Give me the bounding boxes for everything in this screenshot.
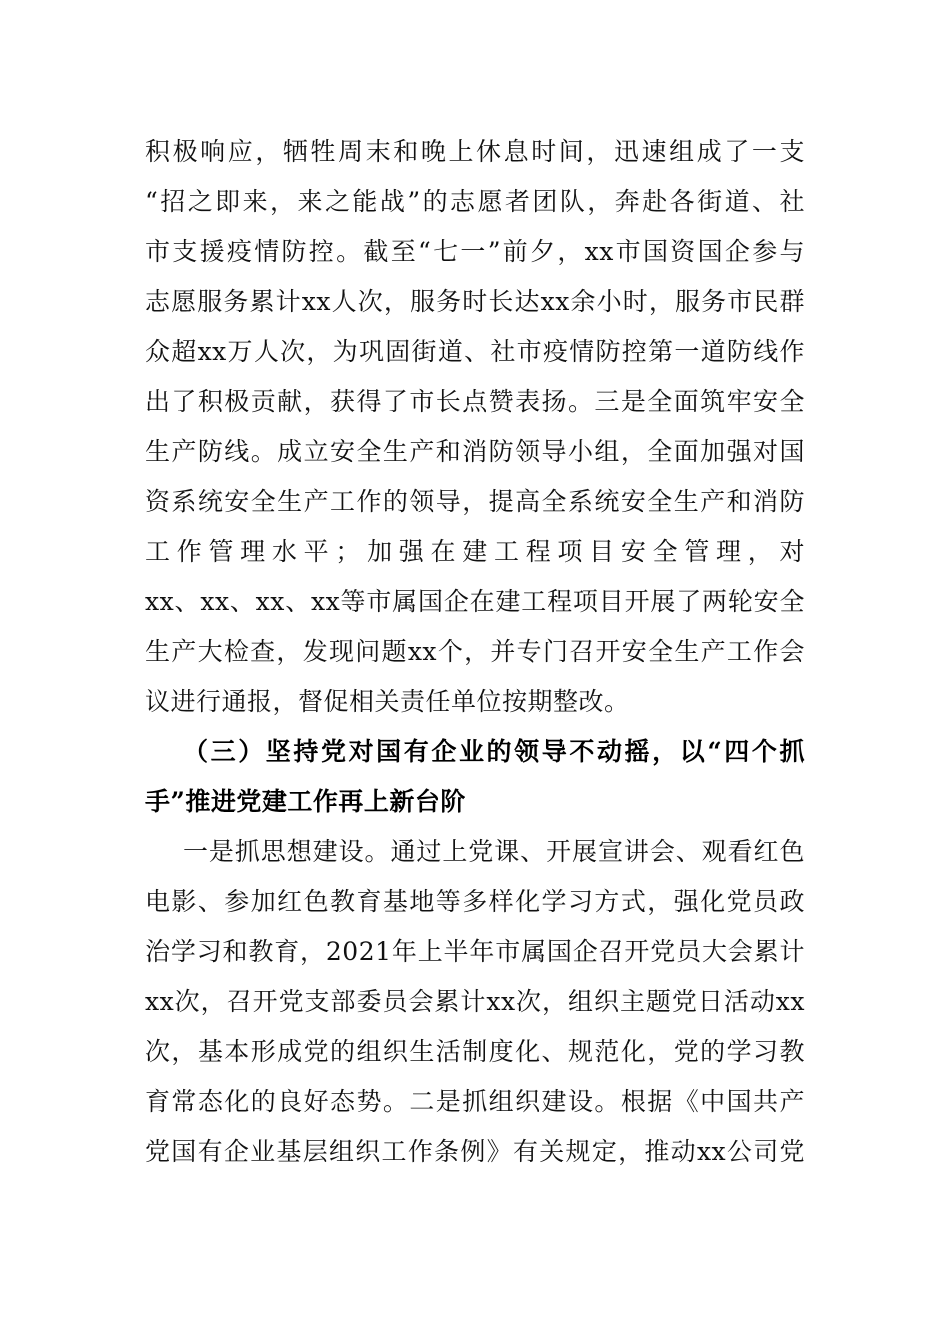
text-line: 育常态化的良好态势。二是抓组织建设。根据《中国共产 [145, 1087, 805, 1116]
text-line: 电影、参加红色教育基地等多样化学习方式，强化党员政 [145, 887, 805, 916]
body-paragraph-2 [145, 827, 805, 1177]
text-line: 一是抓思想建设。通过上党课、开展宣讲会、观看红色 [183, 837, 805, 866]
text-line: 议进行通报，督促相关责任单位按期整改。 [145, 687, 630, 716]
text-line: xx次，召开党支部委员会累计xx次，组织主题党日活动xx [145, 987, 805, 1016]
text-line: 治学习和教育，2021年上半年市属国企召开党员大会累计 [145, 937, 805, 966]
text-line: 工作管理水平；加强在建工程项目安全管理，对 [145, 537, 805, 566]
heading-line: 手”推进党建工作再上新台阶 [145, 787, 466, 816]
text-line: 生产大检查，发现问题xx个，并专门召开安全生产工作会 [145, 637, 805, 666]
text-line: 出了积极贡献，获得了市长点赞表扬。三是全面筑牢安全 [145, 387, 805, 416]
text-line: 次，基本形成党的组织生活制度化、规范化，党的学习教 [145, 1037, 805, 1066]
text-line: 资系统安全生产工作的领导，提高全系统安全生产和消防 [145, 487, 805, 516]
text-line: 积极响应，牺牲周末和晚上休息时间，迅速组成了一支 [145, 137, 805, 166]
heading-line: （三）坚持党对国有企业的领导不动摇，以“四个抓 [183, 737, 805, 766]
body-paragraph-1 [145, 127, 805, 727]
text-line: 市支援疫情防控。截至“七一”前夕，xx市国资国企参与 [145, 237, 805, 266]
text-line: 生产防线。成立安全生产和消防领导小组，全面加强对国 [145, 437, 805, 466]
text-line: xx、xx、xx、xx等市属国企在建工程项目开展了两轮安全 [145, 587, 805, 616]
section-heading [145, 727, 805, 827]
text-line: 志愿服务累计xx人次，服务时长达xx余小时，服务市民群 [145, 287, 805, 316]
text-line: “招之即来，来之能战”的志愿者团队，奔赴各街道、社 [145, 187, 805, 216]
text-line: 众超xx万人次，为巩固街道、社市疫情防控第一道防线作 [145, 337, 805, 366]
text-line: 党国有企业基层组织工作条例》有关规定，推动xx公司党 [145, 1137, 805, 1166]
